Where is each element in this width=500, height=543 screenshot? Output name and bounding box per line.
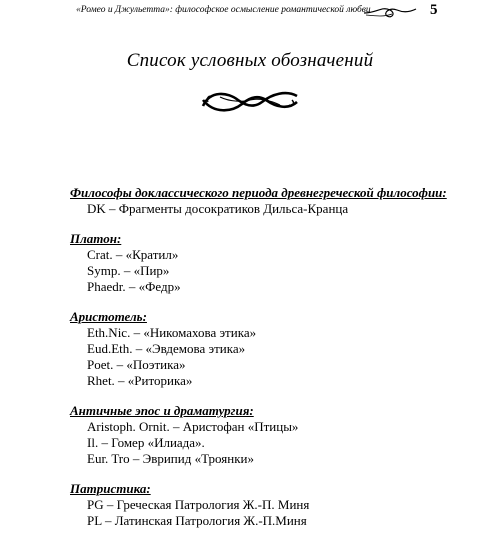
page-number: 5	[430, 2, 438, 18]
list-item: Rhet. – «Риторика»	[87, 373, 193, 388]
calligraphic-flourish-icon	[200, 80, 300, 122]
section-patristics	[70, 481, 490, 529]
list-item: Symp. – «Пир»	[87, 263, 170, 278]
running-header	[40, 2, 470, 22]
list-item: Il. – Гомер «Илиада».	[87, 435, 205, 450]
abbreviations-list	[70, 185, 490, 543]
section-heading: Платон:	[70, 231, 122, 246]
page-title: Список условных обозначений	[126, 50, 374, 71]
list-item: DK – Фрагменты досократиков Дильса-Кранца	[87, 201, 349, 216]
section-heading: Философы доклассического периода древнегреческой философии:	[70, 185, 447, 200]
section-aristotle	[70, 309, 490, 389]
list-item: PG – Греческая Патрология Ж.-П. Миня	[87, 497, 310, 512]
section-heading: Аристотель:	[70, 309, 147, 324]
list-item: Crat. – «Кратил»	[87, 247, 179, 262]
list-item: Eth.Nic. – «Никомахова этика»	[87, 325, 257, 340]
section-heading: Патристика:	[70, 481, 151, 496]
section-plato	[70, 231, 490, 295]
section-heading: Античные эпос и драматургия:	[70, 403, 254, 418]
list-item: Poet. – «Поэтика»	[87, 357, 186, 372]
flourish-icon	[362, 2, 418, 22]
running-header-title: «Ромео и Джульетта»: философское осмысление романтической любви	[76, 5, 371, 15]
section-epic-drama	[70, 403, 490, 467]
list-item: Aristoph. Ornit. – Аристофан «Птицы»	[87, 419, 299, 434]
list-item: PL – Латинская Патрология Ж.-П.Миня	[87, 513, 307, 528]
list-item: Eur. Tro – Эврипид «Троянки»	[87, 451, 254, 466]
list-item: Eud.Eth. – «Эвдемова этика»	[87, 341, 246, 356]
list-item: Phaedr. – «Федр»	[87, 279, 181, 294]
section-presocratics	[70, 185, 490, 217]
